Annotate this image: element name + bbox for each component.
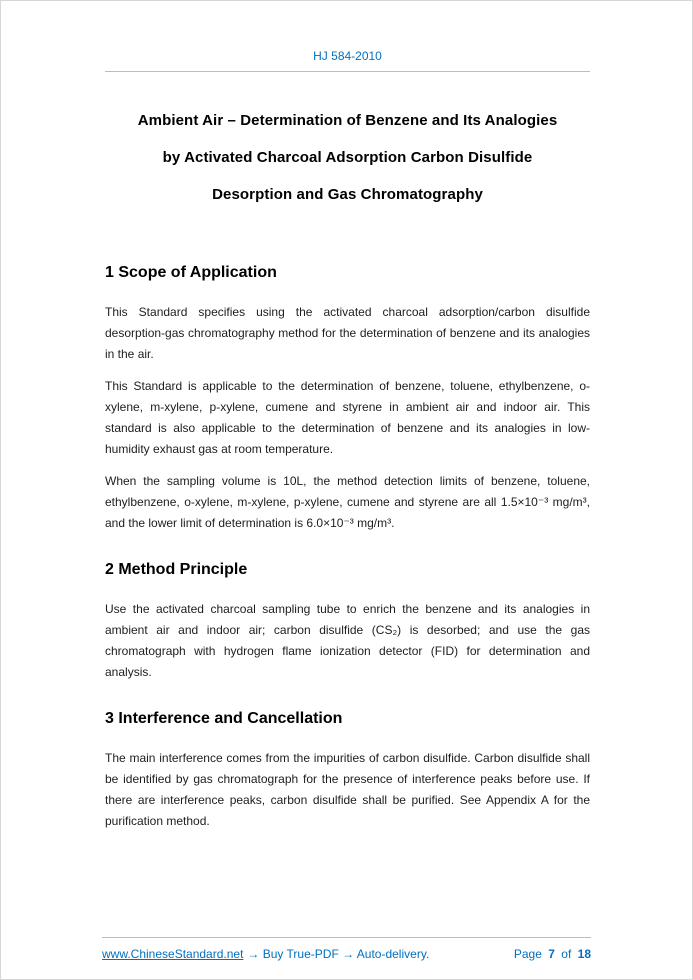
- page-footer: [102, 937, 591, 961]
- of-word: of: [561, 947, 572, 961]
- paragraph: The main interference comes from the impurities of carbon disulfide. Carbon disulfide shall be identified by gas chromatograph for the presence of interference peaks before use. If there are interference peaks, carbon disulfide shall be purified. See Appendix A for the purification method.: [105, 751, 590, 828]
- title-line-3: Desorption and Gas Chromatography: [212, 186, 483, 203]
- section-heading-scope: 1 Scope of Application: [105, 264, 277, 281]
- footer-row: [102, 947, 591, 961]
- current-page-number: 7: [548, 947, 555, 961]
- paragraph: This Standard specifies using the activated charcoal adsorption/carbon disulfide desorption-gas chromatography method for the determination of benzene and its analogies in the air.: [105, 305, 590, 361]
- chinesestandard-link[interactable]: www.ChineseStandard.net: [102, 947, 244, 961]
- paragraph: This Standard is applicable to the determination of benzene, toluene, ethylbenzene, o-xylene, m-xylene, p-xylene, cumene and styrene in ambient air and indoor air. This standard is also applicable to the determination of benzene and its analogies in low-humidity exhaust gas at room temperature.: [105, 379, 590, 456]
- footer-promo: [102, 947, 429, 961]
- header-divider: [105, 71, 590, 72]
- section-heading-method: 2 Method Principle: [105, 561, 248, 578]
- paragraph: Use the activated charcoal sampling tube to enrich the benzene and its analogies in ambient air and indoor air; carbon disulfide (CS₂) is desorbed; and use the gas chromatograph with hydrogen flame ionization detector (FID) for determination and analysis.: [105, 602, 590, 679]
- footer-divider: [102, 937, 591, 938]
- document-title: [105, 102, 590, 213]
- section-heading-interference: 3 Interference and Cancellation: [105, 710, 343, 727]
- title-line-2: by Activated Charcoal Adsorption Carbon Disulfide: [162, 149, 533, 166]
- page-header: [105, 49, 590, 72]
- paragraph: When the sampling volume is 10L, the method detection limits of benzene, toluene, ethylbenzene, o-xylene, m-xylene, p-xylene, cumene and styrene are all 1.5×10⁻³ mg/m³, and the lower limit of determination is 6.0×10⁻³ mg/m³.: [105, 474, 590, 530]
- total-page-number: 18: [577, 947, 591, 961]
- page-indicator: [514, 947, 591, 961]
- title-line-1: Ambient Air – Determination of Benzene and Its Analogies: [137, 112, 558, 129]
- footer-promo-text: → Buy True-PDF → Auto-delivery.: [247, 947, 430, 961]
- section-interference-cancellation: [105, 709, 590, 832]
- page-word: Page: [513, 947, 542, 961]
- section-scope-of-application: [105, 263, 590, 534]
- standard-number: HJ 584-2010: [313, 49, 382, 63]
- page-content: [1, 49, 692, 832]
- section-method-principle: [105, 560, 590, 683]
